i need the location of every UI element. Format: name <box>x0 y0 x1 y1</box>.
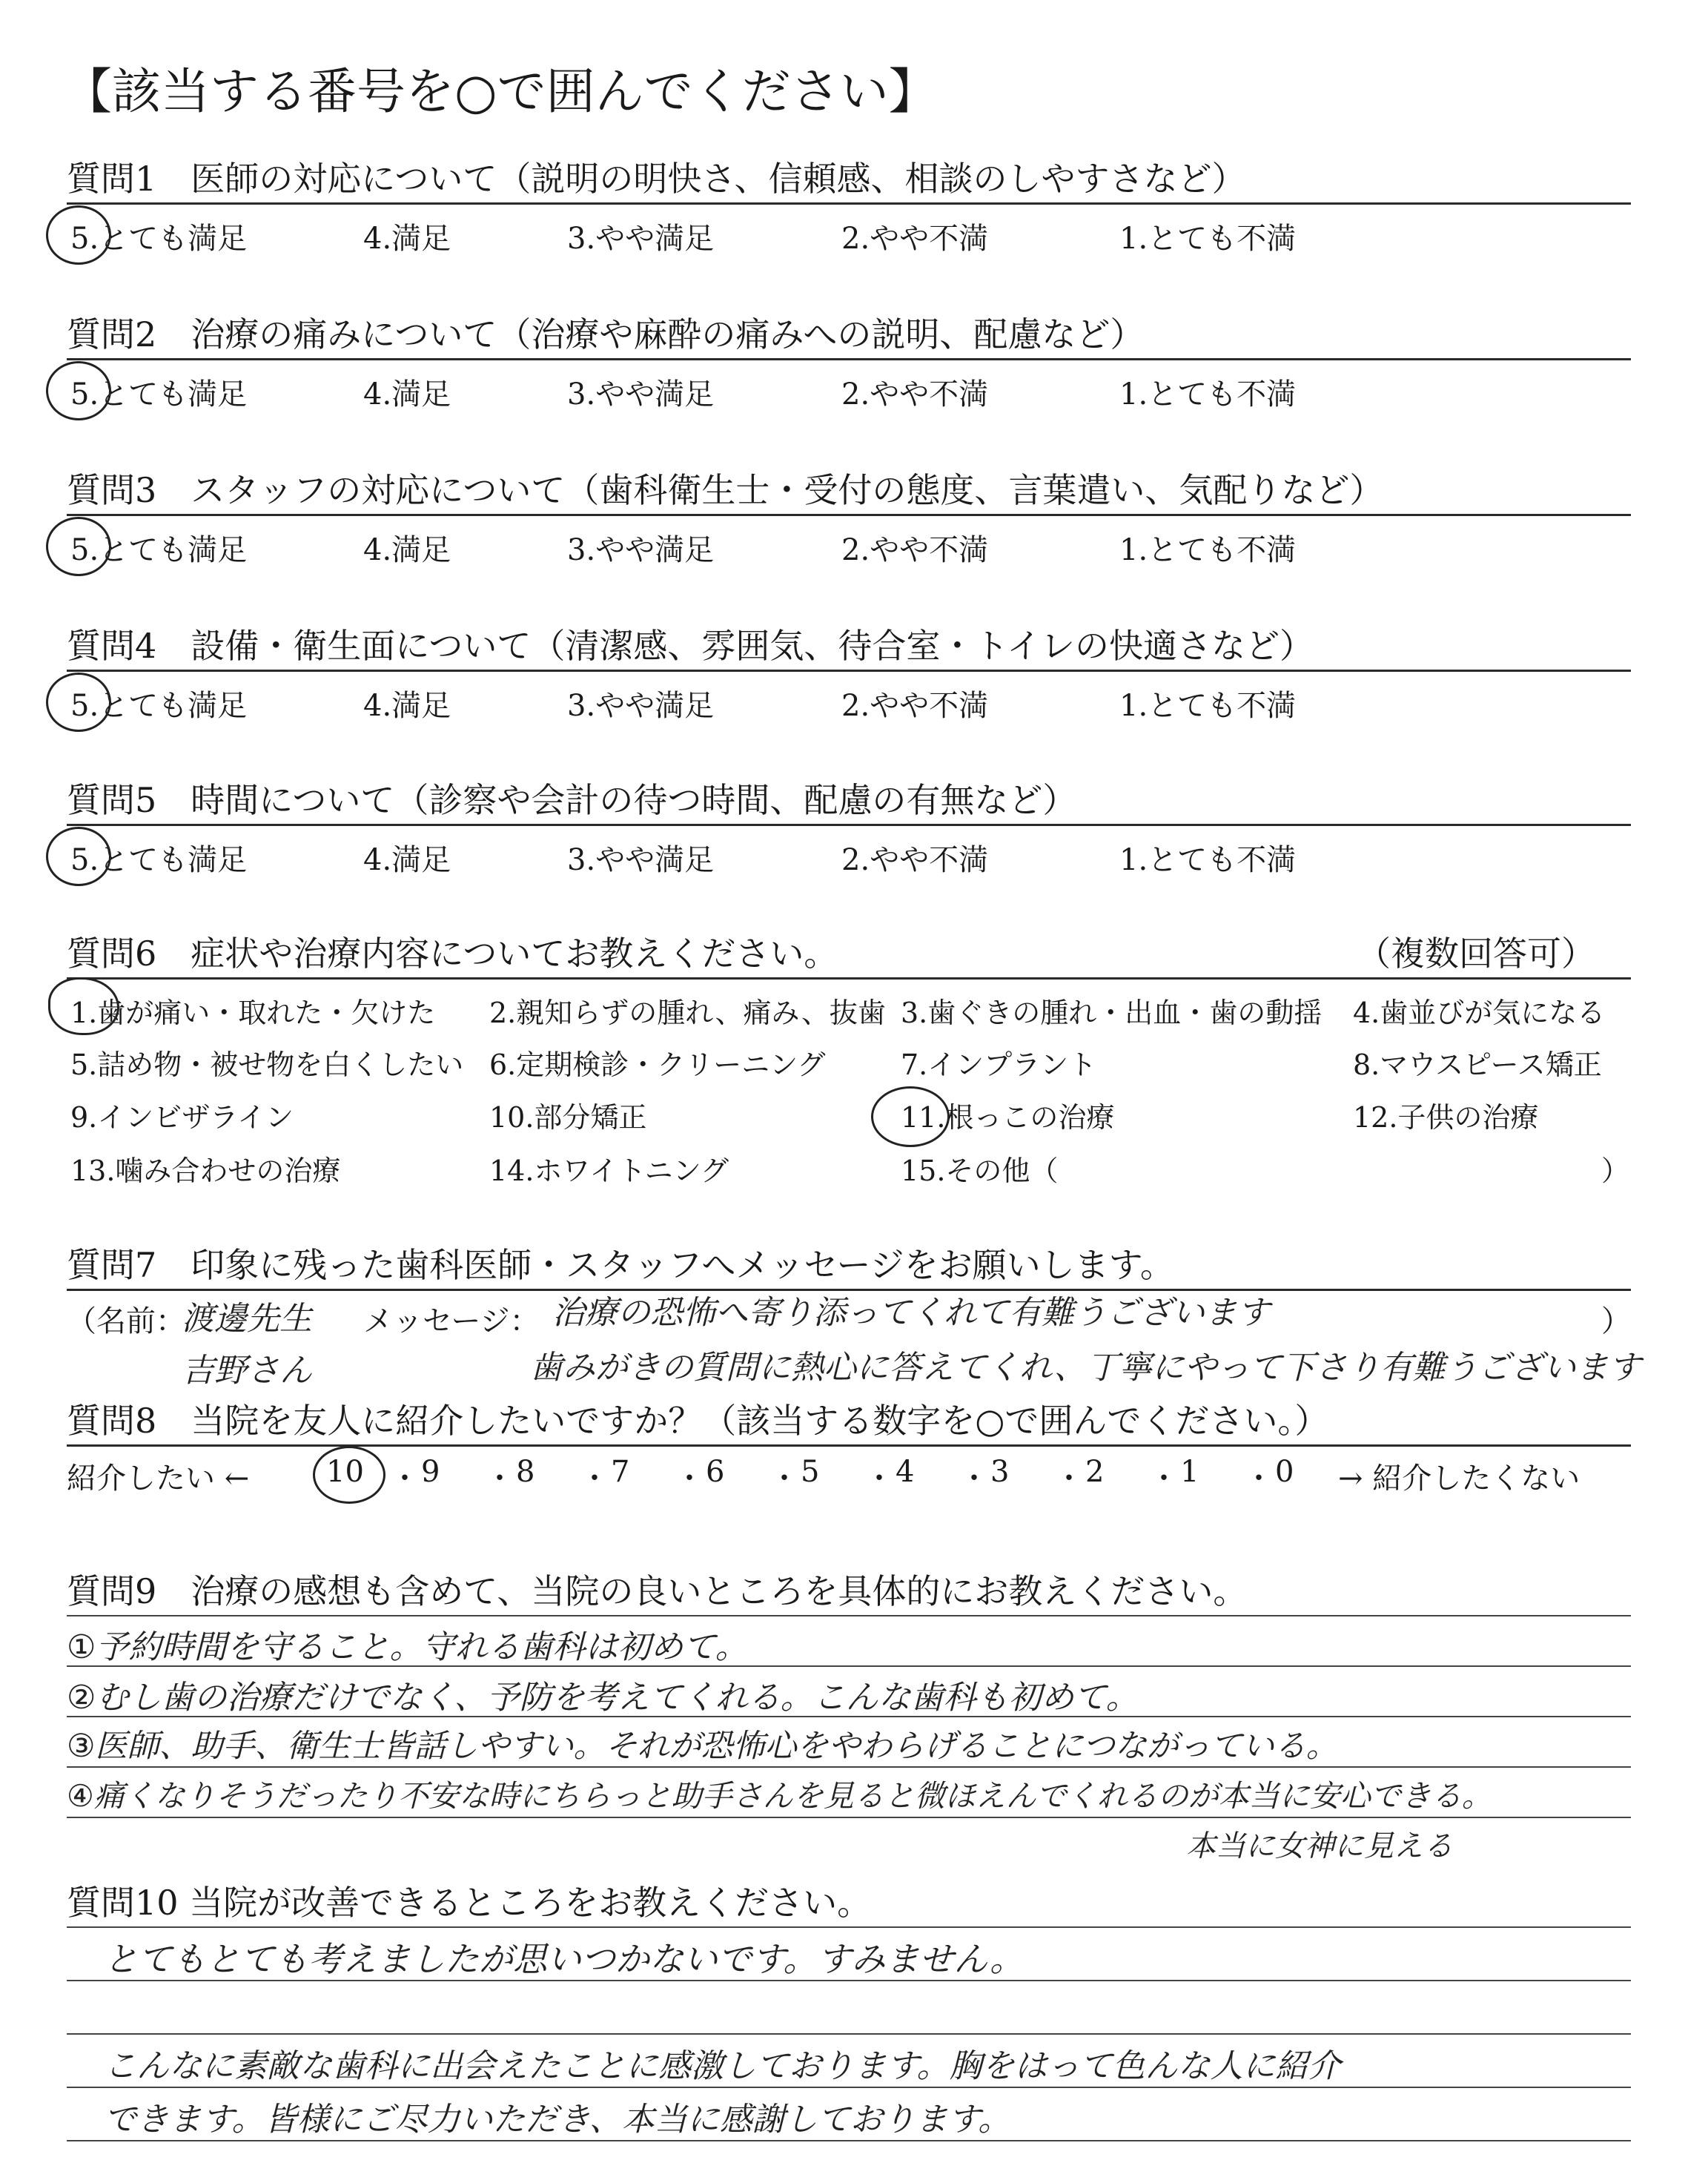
q3-rule <box>67 514 1631 516</box>
q8-left-label: 紹介したい ← <box>67 1462 250 1496</box>
q4-selected-circle <box>46 673 111 732</box>
q4-option-2[interactable]: 2.やや不満 <box>841 689 989 723</box>
q6-option-11[interactable]: 11.根っこの治療 <box>901 1101 1115 1134</box>
q8-selected-circle <box>313 1446 385 1504</box>
q6-other-close: ） <box>1601 1155 1630 1187</box>
q10-answer-4: できます。皆様にご尽力いただき、本当に感謝しております。 <box>104 2101 1011 2138</box>
q8-title: 質問8 当院を友人に紹介したいですか？（該当する数字を○で囲んでください。） <box>67 1401 1329 1441</box>
q4-option-3[interactable]: 3.やや満足 <box>567 689 715 723</box>
q6-option-15[interactable]: 15.その他（ <box>901 1155 1059 1187</box>
q10-answer-1: とてもとても考えましたが思いつかないです。すみません。 <box>104 1939 1025 1979</box>
q10-title: 質問10 当院が改善できるところをお教えください。 <box>67 1883 872 1923</box>
q8-scale-10[interactable]: 10 <box>326 1455 364 1489</box>
q3-option-1[interactable]: 1.とても不満 <box>1119 533 1297 567</box>
q7-title: 質問7 印象に残った歯科医師・スタッフへメッセージをお願いします。 <box>67 1245 1174 1285</box>
q9-answer-4: ④痛くなりそうだったり不安な時にちらっと助手さんを見ると微ほえんでくれるのが本当に安心できる。 <box>67 1778 1492 1814</box>
q8-scale-0[interactable]: 0 <box>1275 1455 1294 1489</box>
q1-title: 質問1 医師の対応について（説明の明快さ、信頼感、相談のしやすさなど） <box>67 159 1246 199</box>
q6-rule <box>67 977 1631 980</box>
q10-answer-3: こんなに素敵な歯科に出会えたことに感激しております。胸をはって色んな人に紹介 <box>104 2047 1341 2085</box>
q6-option-6[interactable]: 6.定期検診・クリーニング <box>489 1048 826 1081</box>
q8-separator: ・ <box>1244 1462 1274 1496</box>
q6-option-8[interactable]: 8.マウスピース矯正 <box>1353 1048 1602 1081</box>
q9-extra: 本当に女神に見える <box>1186 1829 1453 1863</box>
q6-option-14[interactable]: 14.ホワイトニング <box>489 1155 729 1187</box>
q1-option-5[interactable]: 5.とても満足 <box>70 222 248 256</box>
q2-option-1[interactable]: 1.とても不満 <box>1119 377 1297 412</box>
q8-separator: ・ <box>864 1462 894 1496</box>
q6-selected-circle-1 <box>48 977 119 1035</box>
q7-close: ） <box>1601 1304 1631 1338</box>
q8-separator: ・ <box>485 1462 514 1496</box>
q8-right-label: → 紹介したくない <box>1338 1462 1580 1496</box>
q5-option-1[interactable]: 1.とても不満 <box>1119 843 1297 877</box>
q4-option-4[interactable]: 4.満足 <box>363 689 451 723</box>
q6-option-2[interactable]: 2.親知らずの腫れ、痛み、抜歯 <box>489 997 886 1029</box>
q8-scale-5[interactable]: 5 <box>801 1455 820 1489</box>
q9-rule-0 <box>67 1615 1631 1616</box>
q10-rule-2 <box>67 2033 1631 2035</box>
q6-option-13[interactable]: 13.噛み合わせの治療 <box>70 1155 341 1187</box>
q8-separator: ・ <box>1054 1462 1084 1496</box>
q8-scale-9[interactable]: 9 <box>421 1455 440 1489</box>
q7-name-label: （名前： <box>67 1304 185 1338</box>
q7-message-2: 歯みがきの質問に熱心に答えてくれ、丁寧にやって下さり有難うございます <box>530 1349 1641 1387</box>
q8-separator: ・ <box>1149 1462 1179 1496</box>
q4-title: 質問4 設備・衛生面について（清潔感、雰囲気、待合室・トイレの快適さなど） <box>67 626 1314 666</box>
q8-scale-1[interactable]: 1 <box>1180 1455 1199 1489</box>
q8-rule <box>67 1444 1631 1447</box>
q5-option-5[interactable]: 5.とても満足 <box>70 843 248 877</box>
q9-title: 質問9 治療の感想も含めて、当院の良いところを具体的にお教えください。 <box>67 1571 1248 1611</box>
page-header: 【該当する番号を○で囲んでください】 <box>63 63 938 120</box>
q2-selected-circle <box>46 361 111 420</box>
q8-separator: ・ <box>390 1462 420 1496</box>
q6-option-7[interactable]: 7.インプラント <box>901 1048 1097 1081</box>
q3-option-2[interactable]: 2.やや不満 <box>841 533 989 567</box>
q5-option-2[interactable]: 2.やや不満 <box>841 843 989 877</box>
q7-name-2: 吉野さん <box>182 1352 312 1390</box>
q6-option-5[interactable]: 5.詰め物・被せ物を白くしたい <box>70 1048 464 1081</box>
q2-option-5[interactable]: 5.とても満足 <box>70 377 248 412</box>
q6-option-12[interactable]: 12.子供の治療 <box>1353 1101 1539 1134</box>
q5-title: 質問5 時間について（診察や会計の待つ時間、配慮の有無など） <box>67 780 1077 820</box>
q3-option-5[interactable]: 5.とても満足 <box>70 533 248 567</box>
q9-rule-3 <box>67 1766 1631 1768</box>
q9-answer-2: ②むし歯の治療だけでなく、予防を考えてくれる。こんな歯科も初めて。 <box>67 1679 1139 1717</box>
q10-rule-0 <box>67 1926 1631 1928</box>
q2-rule <box>67 358 1631 360</box>
q1-option-1[interactable]: 1.とても不満 <box>1119 222 1297 256</box>
q8-separator: ・ <box>675 1462 704 1496</box>
q2-title: 質問2 治療の痛みについて（治療や麻酔の痛みへの説明、配慮など） <box>67 314 1145 354</box>
q6-title: 質問6 症状や治療内容についてお教えください。 <box>67 934 838 974</box>
q9-rule-4 <box>67 1817 1631 1818</box>
q5-rule <box>67 824 1631 826</box>
q1-option-2[interactable]: 2.やや不満 <box>841 222 989 256</box>
q3-title: 質問3 スタッフの対応について（歯科衛生士・受付の態度、言葉遣い、気配りなど） <box>67 470 1384 510</box>
q6-option-1[interactable]: 1.歯が痛い・取れた・欠けた <box>70 997 436 1029</box>
q4-option-5[interactable]: 5.とても満足 <box>70 689 248 723</box>
q6-option-10[interactable]: 10.部分矯正 <box>489 1101 647 1134</box>
q5-option-3[interactable]: 3.やや満足 <box>567 843 715 877</box>
q1-option-3[interactable]: 3.やや満足 <box>567 222 715 256</box>
q3-option-4[interactable]: 4.満足 <box>363 533 451 567</box>
q8-separator: ・ <box>959 1462 989 1496</box>
q6-option-4[interactable]: 4.歯並びが気になる <box>1353 997 1606 1029</box>
q4-rule <box>67 670 1631 672</box>
q5-option-4[interactable]: 4.満足 <box>363 843 451 877</box>
q8-separator: ・ <box>580 1462 609 1496</box>
q4-option-1[interactable]: 1.とても不満 <box>1119 689 1297 723</box>
q3-selected-circle <box>46 517 111 576</box>
q1-rule <box>67 202 1631 205</box>
q6-note: （複数回答可） <box>1357 934 1595 974</box>
q10-rule-3 <box>67 2087 1631 2088</box>
q1-option-4[interactable]: 4.満足 <box>363 222 451 256</box>
q8-scale-7[interactable]: 7 <box>611 1455 630 1489</box>
q7-name-1: 渡邊先生 <box>182 1300 312 1338</box>
q8-scale-3[interactable]: 3 <box>990 1455 1010 1489</box>
q9-answer-1: ①予約時間を守ること。守れる歯科は初めて。 <box>67 1628 748 1666</box>
q8-separator: ・ <box>769 1462 799 1496</box>
q8-scale-4[interactable]: 4 <box>896 1455 915 1489</box>
q2-option-3[interactable]: 3.やや満足 <box>567 377 715 412</box>
q2-option-4[interactable]: 4.満足 <box>363 377 451 412</box>
q3-option-3[interactable]: 3.やや満足 <box>567 533 715 567</box>
q7-message-1: 治療の恐怖へ寄り添ってくれて有難うございます <box>552 1294 1270 1332</box>
q5-selected-circle <box>46 827 111 886</box>
q8-scale-2[interactable]: 2 <box>1085 1455 1105 1489</box>
q6-option-3[interactable]: 3.歯ぐきの腫れ・出血・歯の動揺 <box>901 997 1323 1029</box>
q7-message-label: メッセージ： <box>363 1304 540 1338</box>
q8-scale-8[interactable]: 8 <box>516 1455 535 1489</box>
q8-scale-6[interactable]: 6 <box>706 1455 725 1489</box>
q1-selected-circle <box>46 205 111 265</box>
q6-selected-circle-11 <box>871 1086 950 1147</box>
q6-option-9[interactable]: 9.インビザライン <box>70 1101 294 1134</box>
q2-option-2[interactable]: 2.やや不満 <box>841 377 989 412</box>
q9-answer-3: ③医師、助手、衛生士皆話しやすい。それが恐怖心をやわらげることにつながっている。 <box>67 1728 1338 1765</box>
q10-rule-4 <box>67 2140 1631 2141</box>
